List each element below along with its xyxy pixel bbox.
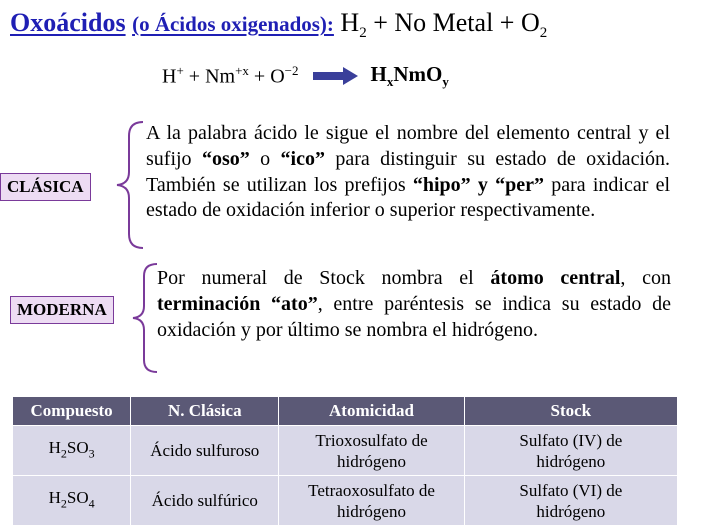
page-title [10, 8, 547, 42]
table-row [13, 476, 678, 526]
table-row [13, 426, 678, 476]
header-compuesto: Compuesto [13, 397, 131, 426]
nomenclature-table [12, 396, 678, 526]
moderna-brace-icon [129, 262, 159, 374]
cell-clasica: Ácido sulfuroso [131, 426, 279, 476]
moderna-label: MODERNA [10, 296, 114, 324]
clasica-label: CLÁSICA [0, 173, 91, 201]
cell-compound: $H_2SO_3$ [13, 426, 131, 476]
reactants: $H^+ + Nm^{+x} + O^{-2}$ [162, 63, 299, 88]
title-main: Oxoácidos [10, 8, 126, 37]
cell-compound: $H_2SO_4$ [13, 476, 131, 526]
cell-stock: Sulfato (IV) de hidrógeno [464, 426, 677, 476]
product-formula: $H_xNmO_y$ [370, 62, 449, 90]
cell-clasica: Ácido sulfúrico [131, 476, 279, 526]
clasica-description: A la palabra ácido le sigue el nombre del elemento central y el sufijo “oso” o “ico” para distinguir su estado de oxidación. También se utilizan los prefijos “hipo” y “per” para indicar el estado de oxidación inferior o superior respectivamente. [146, 122, 671, 222]
reaction-arrow-icon [313, 66, 359, 86]
cell-stock: Sulfato (VI) de hidrógeno [464, 476, 677, 526]
header-clasica: N. Clásica [131, 397, 279, 426]
header-stock: Stock [464, 397, 677, 426]
cell-atomicidad: Trioxosulfato de hidrógeno [279, 426, 464, 476]
title-paren: (o Ácidos oxigenados): [132, 12, 334, 36]
cell-atomicidad: Tetraoxosulfato de hidrógeno [279, 476, 464, 526]
title-formula: $H_2 + No$ Metal + $O_2$ [340, 8, 548, 42]
table-header-row [13, 397, 678, 426]
clasica-brace-icon [113, 120, 145, 250]
moderna-description: Por numeral de Stock nombra el átomo central, con terminación “ato”, entre paréntesis se indica su estado de oxidación y por último se nombra el hidrógeno. [157, 267, 671, 341]
header-atomicidad: Atomicidad [279, 397, 464, 426]
reaction-equation [162, 62, 449, 90]
